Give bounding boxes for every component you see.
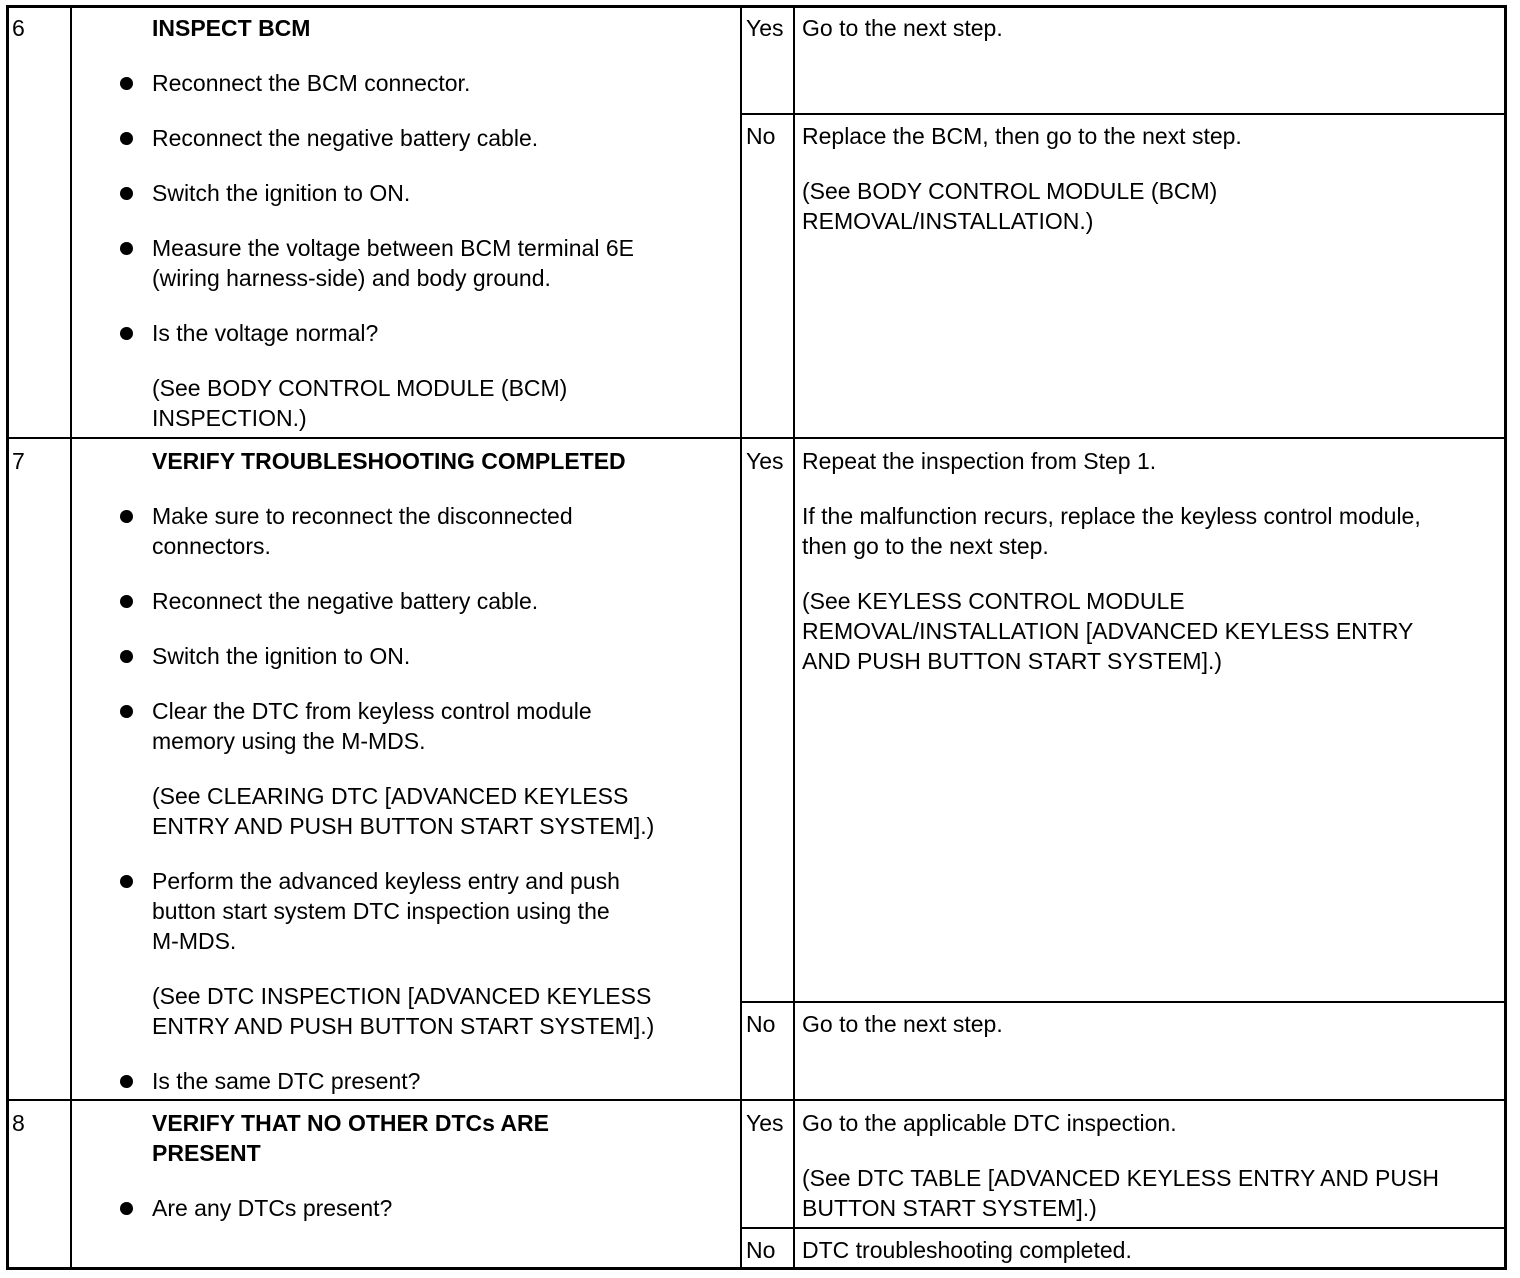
column-divider	[70, 5, 72, 1270]
no-label: No	[746, 1237, 776, 1263]
action-text: Perform the advanced keyless entry and push	[152, 868, 620, 894]
bullet-icon	[120, 242, 133, 255]
step-number: 8	[12, 1110, 25, 1136]
yes-result: BUTTON START SYSTEM].)	[802, 1195, 1097, 1221]
action-text: connectors.	[152, 533, 271, 559]
yes-result: Go to the applicable DTC inspection.	[802, 1110, 1177, 1136]
step-title: VERIFY THAT NO OTHER DTCs ARE	[152, 1110, 549, 1136]
bullet-icon	[120, 77, 133, 90]
bullet-icon	[120, 875, 133, 888]
bullet-icon	[120, 595, 133, 608]
no-result: (See BODY CONTROL MODULE (BCM)	[802, 178, 1218, 204]
bullet-icon	[120, 705, 133, 718]
no-result: DTC troubleshooting completed.	[802, 1237, 1132, 1263]
yes-result: REMOVAL/INSTALLATION [ADVANCED KEYLESS ENTRY	[802, 618, 1414, 644]
action-text: Is the same DTC present?	[152, 1068, 421, 1094]
row-divider	[6, 437, 1507, 439]
step-number: 6	[12, 15, 25, 41]
step-title: PRESENT	[152, 1140, 261, 1166]
action-text: Reconnect the negative battery cable.	[152, 125, 539, 151]
action-text: (wiring harness-side) and body ground.	[152, 265, 551, 291]
no-label: No	[746, 1011, 776, 1037]
reference-text: ENTRY AND PUSH BUTTON START SYSTEM].)	[152, 1013, 655, 1039]
yes-result: AND PUSH BUTTON START SYSTEM].)	[802, 648, 1223, 674]
yes-label: Yes	[746, 448, 784, 474]
bullet-icon	[120, 1202, 133, 1215]
bullet-icon	[120, 1075, 133, 1088]
action-text: M-MDS.	[152, 928, 237, 954]
bullet-icon	[120, 132, 133, 145]
yes-no-divider	[740, 1001, 1507, 1003]
action-text: memory using the M-MDS.	[152, 728, 426, 754]
yes-label: Yes	[746, 1110, 784, 1136]
no-label: No	[746, 123, 776, 149]
reference-text: (See CLEARING DTC [ADVANCED KEYLESS	[152, 783, 629, 809]
column-divider	[793, 5, 795, 1270]
action-text: Clear the DTC from keyless control module	[152, 698, 592, 724]
bullet-icon	[120, 510, 133, 523]
no-result: REMOVAL/INSTALLATION.)	[802, 208, 1094, 234]
yes-no-divider	[740, 113, 1507, 115]
bullet-icon	[120, 650, 133, 663]
bullet-icon	[120, 327, 133, 340]
no-result: Go to the next step.	[802, 1011, 1003, 1037]
column-divider	[740, 5, 742, 1270]
yes-result: Go to the next step.	[802, 15, 1003, 41]
action-text: Switch the ignition to ON.	[152, 180, 411, 206]
step-title: VERIFY TROUBLESHOOTING COMPLETED	[152, 448, 626, 474]
step-number: 7	[12, 448, 25, 474]
action-text: Measure the voltage between BCM terminal 6E	[152, 235, 634, 261]
action-text: Is the voltage normal?	[152, 320, 379, 346]
reference-text: (See BODY CONTROL MODULE (BCM)	[152, 375, 568, 401]
row-divider	[6, 1099, 1507, 1101]
yes-result: (See DTC TABLE [ADVANCED KEYLESS ENTRY AND PUSH	[802, 1165, 1439, 1191]
action-text: Make sure to reconnect the disconnected	[152, 503, 573, 529]
bullet-icon	[120, 187, 133, 200]
yes-no-divider	[740, 1227, 1507, 1229]
yes-label: Yes	[746, 15, 784, 41]
action-text: Reconnect the negative battery cable.	[152, 588, 539, 614]
yes-result: (See KEYLESS CONTROL MODULE	[802, 588, 1185, 614]
action-text: button start system DTC inspection using the	[152, 898, 610, 924]
yes-result: If the malfunction recurs, replace the keyless control module,	[802, 503, 1421, 529]
action-text: Are any DTCs present?	[152, 1195, 393, 1221]
reference-text: (See DTC INSPECTION [ADVANCED KEYLESS	[152, 983, 652, 1009]
step-title: INSPECT BCM	[152, 15, 311, 41]
yes-result: Repeat the inspection from Step 1.	[802, 448, 1157, 474]
action-text: Reconnect the BCM connector.	[152, 70, 471, 96]
yes-result: then go to the next step.	[802, 533, 1049, 559]
reference-text: ENTRY AND PUSH BUTTON START SYSTEM].)	[152, 813, 655, 839]
action-text: Switch the ignition to ON.	[152, 643, 411, 669]
reference-text: INSPECTION.)	[152, 405, 307, 431]
no-result: Replace the BCM, then go to the next step.	[802, 123, 1242, 149]
